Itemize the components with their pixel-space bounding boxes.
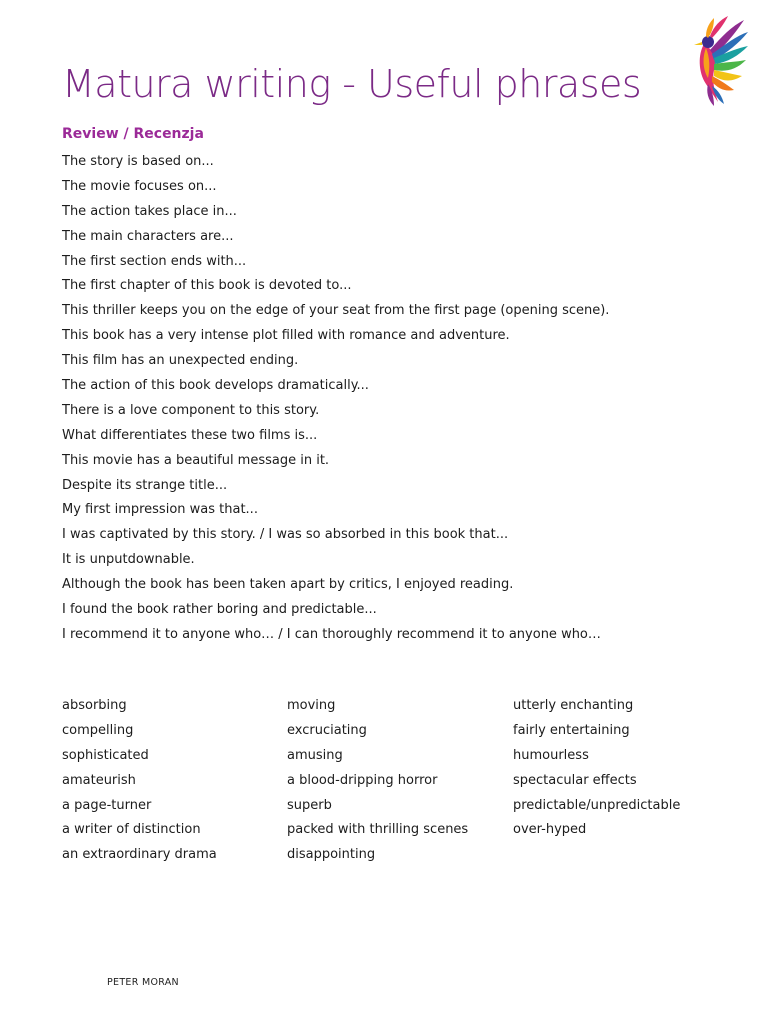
phrase-item: My first impression was that... <box>62 502 258 518</box>
adjective-item: excruciating <box>287 722 367 738</box>
phrase-item: This film has an unexpected ending. <box>62 353 299 369</box>
adjective-item: spectacular effects <box>513 772 637 788</box>
adjective-columns <box>62 694 752 874</box>
adjective-column-2 <box>287 694 468 868</box>
adjective-item: sophisticated <box>62 747 149 763</box>
section-heading: Review / Recenzja <box>62 126 204 142</box>
adjective-item: compelling <box>62 722 134 738</box>
adjective-item: humourless <box>513 747 589 763</box>
adjective-column-1 <box>62 694 217 868</box>
phrase-item: Although the book has been taken apart by critics, I enjoyed reading. <box>62 577 514 593</box>
phrase-item: The first chapter of this book is devoted to... <box>62 278 352 294</box>
phrase-item: This movie has a beautiful message in it. <box>62 452 330 468</box>
phrase-item: The story is based on... <box>62 154 214 169</box>
adjective-item: disappointing <box>287 847 376 863</box>
adjective-item: predictable/unpredictable <box>513 797 681 813</box>
phrase-item: The main characters are... <box>62 228 234 244</box>
adjective-item: amateurish <box>62 772 136 788</box>
phrase-item: The movie focuses on... <box>62 178 217 194</box>
adjective-column-3 <box>513 694 680 843</box>
phrase-item: This book has a very intense plot filled with romance and adventure. <box>62 328 510 344</box>
adjective-item: fairly entertaining <box>513 722 630 738</box>
page-title: Matura writing - Useful phrases <box>62 62 642 106</box>
adjective-item: an extraordinary drama <box>62 847 217 863</box>
phrase-item: The action of this book develops dramatically... <box>62 378 369 394</box>
phrase-item: I was captivated by this story. / I was so absorbed in this book that... <box>62 527 509 543</box>
adjective-item: moving <box>287 698 336 713</box>
bird-icon <box>684 14 750 106</box>
footer-author: PETER MORAN <box>107 977 179 988</box>
adjective-item: superb <box>287 797 332 813</box>
phrase-list <box>62 150 609 648</box>
adjective-item: a page-turner <box>62 797 152 813</box>
phrase-item: The first section ends with... <box>62 253 247 269</box>
adjective-item: absorbing <box>62 698 127 713</box>
phrase-item: It is unputdownable. <box>62 552 195 568</box>
adjective-item: a blood-dripping horror <box>287 772 438 788</box>
phrase-item: There is a love component to this story. <box>62 402 320 418</box>
adjective-item: packed with thrilling scenes <box>287 822 469 838</box>
phrase-item: Despite its strange title... <box>62 477 228 493</box>
adjective-item: amusing <box>287 747 343 763</box>
adjective-item: utterly enchanting <box>513 698 634 713</box>
phrase-item: What differentiates these two films is... <box>62 427 318 443</box>
adjective-item: over-hyped <box>513 822 587 838</box>
phrase-item: I found the book rather boring and predictable... <box>62 602 377 618</box>
phrase-item: The action takes place in... <box>62 203 237 219</box>
adjective-item: a writer of distinction <box>62 822 201 838</box>
phrase-item: I recommend it to anyone who… / I can thoroughly recommend it to anyone who… <box>62 626 601 642</box>
phrase-item: This thriller keeps you on the edge of your seat from the first page (opening scene). <box>62 303 610 319</box>
